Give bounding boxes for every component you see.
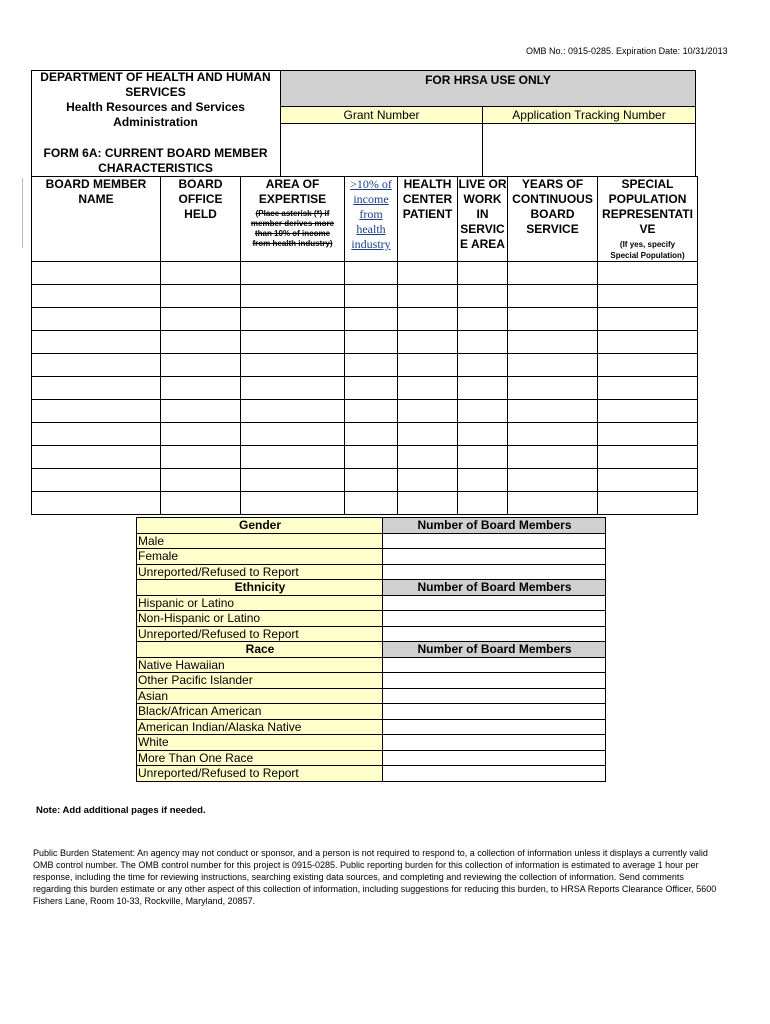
note: Note: Add additional pages if needed. [36, 805, 206, 816]
demographic-row [137, 704, 606, 720]
public-burden-statement: Public Burden Statement: An agency may not conduct or sponsor, and a person is not required to respond to, a collection of information unless it displays a currently valid OMB control number. The OMB control number for this project is 0915-0285. Public reporting burden for this collection of information is estimated to average 1 hour per response, including the time for reviewing instructions, searching existing data sources, and completing and reviewing the collection of information. Send comments regarding this burden estimate or any other aspect of this collection of information, including suggestions for reducing this burden, to HRSA Reports Clearance Officer, 5600 Fishers Lane, Room 10-33, Rockville, Maryland, 20857. [33, 848, 717, 906]
table-cell[interactable] [161, 492, 241, 515]
demographic-row [137, 549, 606, 565]
table-cell[interactable] [241, 469, 345, 492]
header-text: VE [639, 222, 656, 236]
table-cell[interactable] [508, 469, 598, 492]
table-cell[interactable] [458, 469, 508, 492]
table-cell[interactable] [345, 331, 398, 354]
dept-line: Health Resources and Services [66, 100, 245, 114]
margin-mark [22, 178, 25, 248]
header-text: REPRESENTATI [602, 207, 693, 221]
board-member-count-field[interactable] [383, 611, 606, 627]
table-cell[interactable] [345, 308, 398, 331]
application-tracking-field[interactable] [483, 124, 696, 176]
demographic-label: Unreported/Refused to Report [137, 564, 383, 580]
department-name [31, 70, 280, 130]
table-cell[interactable] [241, 285, 345, 308]
col-area-of-expertise [241, 177, 345, 262]
table-cell[interactable] [32, 377, 161, 400]
table-cell[interactable] [598, 308, 698, 331]
demographic-row [137, 657, 606, 673]
table-cell[interactable] [161, 423, 241, 446]
table-cell[interactable] [161, 285, 241, 308]
header-text: CENTER [402, 192, 453, 206]
header-text: POPULATION [608, 192, 687, 206]
demographic-row [137, 688, 606, 704]
col-live-or-work [458, 177, 508, 262]
table-cell[interactable] [398, 262, 458, 285]
table-cell[interactable] [345, 492, 398, 515]
col-special-population [598, 177, 698, 262]
header-text: LIVE OR [458, 177, 507, 191]
hrsa-title: FOR HRSA USE ONLY [425, 73, 551, 87]
table-row [32, 285, 698, 308]
table-cell[interactable] [508, 423, 598, 446]
table-cell[interactable] [598, 377, 698, 400]
board-member-count-field[interactable] [383, 688, 606, 704]
header-text: NAME [78, 192, 114, 206]
note-text: from health industry) [252, 239, 333, 248]
table-cell[interactable] [508, 377, 598, 400]
header-text: IN [476, 207, 489, 221]
table-cell[interactable] [398, 469, 458, 492]
demographic-row [137, 766, 606, 782]
table-row [32, 331, 698, 354]
table-cell[interactable] [598, 354, 698, 377]
count-header: Number of Board Members [383, 518, 606, 534]
table-cell[interactable] [598, 423, 698, 446]
table-cell[interactable] [458, 446, 508, 469]
category-header: Race [137, 642, 383, 658]
table-row [32, 262, 698, 285]
table-cell[interactable] [458, 492, 508, 515]
table-cell[interactable] [508, 492, 598, 515]
header-link[interactable]: >10% of [350, 177, 392, 191]
table-row [32, 469, 698, 492]
table-cell[interactable] [598, 400, 698, 423]
table-cell[interactable] [161, 331, 241, 354]
demographic-row [137, 626, 606, 642]
note-text: (Place asterisk (*) if [255, 209, 330, 218]
table-cell[interactable] [598, 262, 698, 285]
table-cell[interactable] [32, 492, 161, 515]
category-header: Ethnicity [137, 580, 383, 596]
demographic-row [137, 750, 606, 766]
demographic-header-row [137, 518, 606, 534]
table-cell[interactable] [32, 400, 161, 423]
header-link[interactable]: from [359, 207, 383, 221]
table-cell[interactable] [241, 331, 345, 354]
header-text: BOARD [178, 177, 223, 191]
table-cell[interactable] [32, 469, 161, 492]
table-row [32, 377, 698, 400]
header-text: BOARD [530, 207, 575, 221]
count-header: Number of Board Members [383, 642, 606, 658]
hrsa-use-only [280, 70, 696, 107]
dept-line: SERVICES [125, 85, 186, 99]
table-cell[interactable] [508, 400, 598, 423]
table-cell[interactable] [241, 400, 345, 423]
table-cell[interactable] [32, 308, 161, 331]
table-cell[interactable] [398, 400, 458, 423]
grant-number-field[interactable] [280, 124, 483, 176]
table-cell[interactable] [398, 446, 458, 469]
table-cell[interactable] [458, 400, 508, 423]
header-text: SPECIAL [621, 177, 674, 191]
demographic-label: Unreported/Refused to Report [137, 626, 383, 642]
table-row [32, 492, 698, 515]
table-cell[interactable] [508, 285, 598, 308]
demographic-label: Asian [137, 688, 383, 704]
demographic-label: More Than One Race [137, 750, 383, 766]
board-member-count-field[interactable] [383, 533, 606, 549]
demographic-label: Unreported/Refused to Report [137, 766, 383, 782]
form-title-line: CHARACTERISTICS [98, 161, 213, 175]
table-cell[interactable] [398, 331, 458, 354]
table-cell[interactable] [508, 308, 598, 331]
demographic-label: Male [137, 533, 383, 549]
col-board-member-name [32, 177, 161, 262]
demographic-row [137, 735, 606, 751]
table-cell[interactable] [32, 354, 161, 377]
table-cell[interactable] [32, 285, 161, 308]
table-cell[interactable] [241, 446, 345, 469]
board-members-table [31, 176, 698, 515]
table-cell[interactable] [161, 446, 241, 469]
form-title-line: FORM 6A: CURRENT BOARD MEMBER [43, 146, 268, 160]
demographic-header-row [137, 642, 606, 658]
col-board-office [161, 177, 241, 262]
demographic-row [137, 595, 606, 611]
header-text: HELD [184, 207, 217, 221]
category-header: Gender [137, 518, 383, 534]
table-cell[interactable] [161, 469, 241, 492]
demographic-row [137, 564, 606, 580]
table-cell[interactable] [345, 285, 398, 308]
table-row [32, 423, 698, 446]
table-cell[interactable] [458, 308, 508, 331]
header-link[interactable]: industry [351, 237, 391, 251]
table-cell[interactable] [458, 262, 508, 285]
demographic-header-row [137, 580, 606, 596]
table-row [32, 400, 698, 423]
table-cell[interactable] [398, 377, 458, 400]
table-cell[interactable] [398, 285, 458, 308]
table-cell[interactable] [161, 308, 241, 331]
special-note [598, 239, 697, 261]
table-cell[interactable] [241, 308, 345, 331]
table-cell[interactable] [32, 446, 161, 469]
header-text: PATIENT [402, 207, 453, 221]
grant-number-label: Grant Number [280, 107, 483, 124]
table-cell[interactable] [32, 262, 161, 285]
header-text: CONTINUOUS [512, 192, 593, 206]
header-link[interactable]: health [356, 222, 386, 236]
table-cell[interactable] [508, 262, 598, 285]
demographic-label: Hispanic or Latino [137, 595, 383, 611]
table-cell[interactable] [598, 285, 698, 308]
form-title [31, 146, 280, 176]
table-cell[interactable] [345, 377, 398, 400]
table-cell[interactable] [398, 423, 458, 446]
demographic-label: Non-Hispanic or Latino [137, 611, 383, 627]
note-text: member derives more [250, 219, 335, 228]
col-years-of-service [508, 177, 598, 262]
table-cell[interactable] [598, 446, 698, 469]
header-text: WORK [463, 192, 502, 206]
table-cell[interactable] [345, 354, 398, 377]
table-cell[interactable] [508, 446, 598, 469]
col-income-health-industry [345, 177, 398, 262]
header-text: EXPERTISE [258, 192, 327, 206]
board-member-count-field[interactable] [383, 595, 606, 611]
table-cell[interactable] [398, 308, 458, 331]
table-row [32, 354, 698, 377]
table-cell[interactable] [241, 262, 345, 285]
count-header: Number of Board Members [383, 580, 606, 596]
demographic-row [137, 611, 606, 627]
table-cell[interactable] [345, 262, 398, 285]
table-cell[interactable] [345, 469, 398, 492]
board-member-count-field[interactable] [383, 549, 606, 565]
table-cell[interactable] [458, 331, 508, 354]
board-member-count-field[interactable] [383, 766, 606, 782]
application-tracking-label: Application Tracking Number [483, 107, 696, 124]
table-cell[interactable] [345, 446, 398, 469]
demographic-label: Native Hawaiian [137, 657, 383, 673]
table-cell[interactable] [345, 423, 398, 446]
col-health-center-patient [398, 177, 458, 262]
demographic-row [137, 673, 606, 689]
table-cell[interactable] [241, 492, 345, 515]
demographic-row [137, 533, 606, 549]
demographic-label: Female [137, 549, 383, 565]
table-cell[interactable] [598, 492, 698, 515]
table-row [32, 446, 698, 469]
demographics-table [136, 517, 606, 782]
table-cell[interactable] [458, 354, 508, 377]
header-text: AREA OF [265, 177, 320, 191]
table-cell[interactable] [508, 331, 598, 354]
header-text: OFFICE [178, 192, 223, 206]
board-member-count-field[interactable] [383, 626, 606, 642]
table-cell[interactable] [161, 377, 241, 400]
table-cell[interactable] [598, 469, 698, 492]
header-text: E AREA [460, 237, 505, 251]
table-cell[interactable] [161, 262, 241, 285]
table-cell[interactable] [161, 354, 241, 377]
table-row [32, 308, 698, 331]
table-cell[interactable] [32, 423, 161, 446]
table-cell[interactable] [398, 492, 458, 515]
omb-number: OMB No.: 0915-0285. Expiration Date: 10/31/2013 [526, 46, 728, 56]
header-text: BOARD MEMBER [45, 177, 147, 191]
note-text: Special Population) [610, 251, 685, 260]
demographic-label: American Indian/Alaska Native [137, 719, 383, 735]
table-cell[interactable] [345, 400, 398, 423]
demographic-label: White [137, 735, 383, 751]
table-cell[interactable] [458, 423, 508, 446]
table-cell[interactable] [32, 331, 161, 354]
table-cell[interactable] [241, 423, 345, 446]
demographic-label: Other Pacific Islander [137, 673, 383, 689]
table-cell[interactable] [458, 377, 508, 400]
table-cell[interactable] [508, 354, 598, 377]
header-text: SERVICE [526, 222, 579, 236]
board-member-count-field[interactable] [383, 673, 606, 689]
board-member-count-field[interactable] [383, 735, 606, 751]
dept-line: Administration [113, 115, 198, 129]
board-member-count-field[interactable] [383, 704, 606, 720]
note-text: than 10% of income [254, 229, 331, 238]
header-link[interactable]: income [353, 192, 389, 206]
dept-line: DEPARTMENT OF HEALTH AND HUMAN [40, 70, 271, 84]
expertise-note [241, 209, 344, 249]
demographic-label: Black/African American [137, 704, 383, 720]
table-cell[interactable] [598, 331, 698, 354]
table-cell[interactable] [161, 400, 241, 423]
demographic-row [137, 719, 606, 735]
board-member-count-field[interactable] [383, 657, 606, 673]
table-cell[interactable] [398, 354, 458, 377]
board-member-count-field[interactable] [383, 564, 606, 580]
board-member-count-field[interactable] [383, 750, 606, 766]
table-cell[interactable] [241, 354, 345, 377]
header-text: HEALTH [403, 177, 452, 191]
table-cell[interactable] [458, 285, 508, 308]
table-cell[interactable] [241, 377, 345, 400]
header-text: YEARS OF [521, 177, 584, 191]
note-text: (If yes, specify [619, 240, 676, 249]
board-member-count-field[interactable] [383, 719, 606, 735]
header-text: SERVIC [460, 222, 505, 236]
